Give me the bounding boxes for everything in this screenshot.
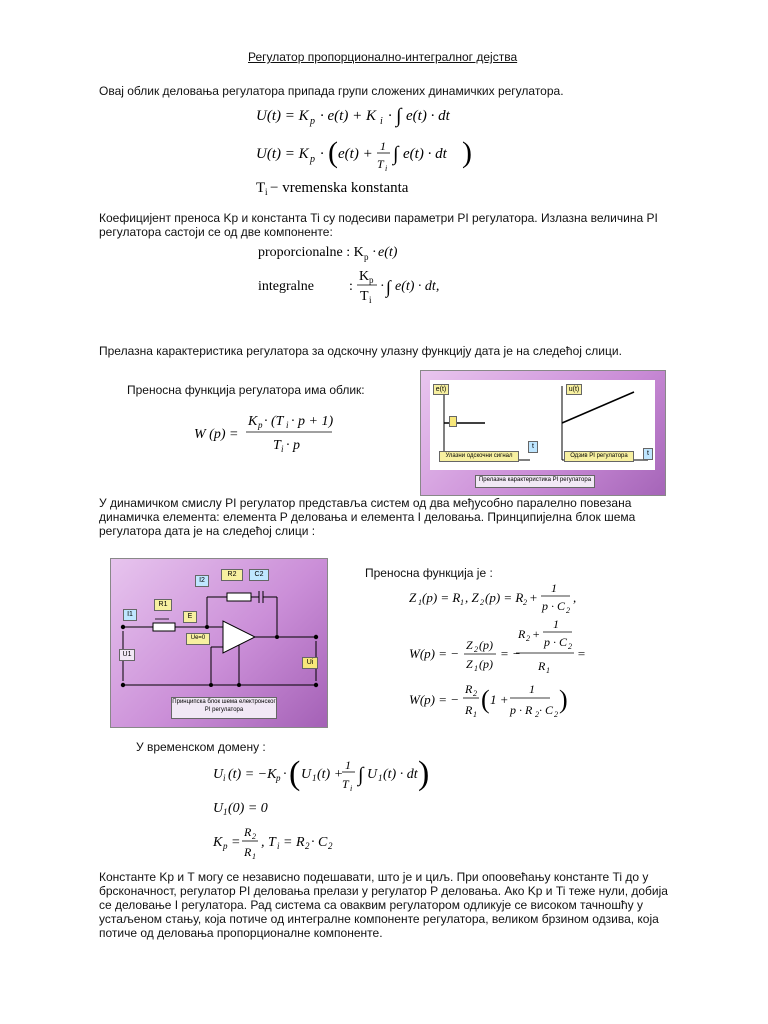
transfer-equation-graphic [190, 408, 340, 456]
svg-text:p: p [310, 116, 315, 127]
svg-text:i: i [265, 187, 268, 197]
svg-text:U: U [301, 767, 312, 782]
circuit-figure [110, 558, 328, 728]
svg-text:=: = [577, 646, 586, 661]
svg-text:1: 1 [553, 617, 559, 631]
dynamic-paragraph-line2: динамичка елемента: елемента P деловања и елемента I деловања. Принципијелна блок шема [99, 510, 636, 524]
svg-text:p: p [310, 154, 315, 165]
intro-paragraph: Овај облик деловања регулатора припада групи сложених динамичких регулатора. [99, 84, 564, 98]
components-graphic [255, 240, 455, 312]
conclusion-line1: Константе Kp и T могу се независно подешавати, што је и циљ. При опоовећању константе Ti до у [99, 870, 649, 884]
svg-text:− vremenska konstanta: − vremenska konstanta [270, 180, 409, 196]
coefficients-paragraph-line1: Коефицијент преноса Kp и константа Ti су подесиви параметри PI регулатора. Излазна величина PI [99, 211, 658, 225]
svg-text:Z: Z [466, 657, 473, 671]
svg-text:2: 2 [523, 598, 527, 607]
svg-text:W(p) = −: W(p) = − [409, 692, 460, 707]
svg-text:T: T [377, 157, 384, 171]
svg-text:p · C: p · C [542, 599, 566, 613]
svg-text:Z: Z [409, 590, 417, 605]
transition-paragraph: Прелазна карактеристика регулатора за одскочну улазну функцију дата је на следећој слици. [99, 344, 622, 358]
svg-text:2: 2 [554, 710, 558, 719]
label-Ui: Ui [302, 657, 318, 669]
label-I1: I1 [123, 609, 137, 621]
svg-text:· C: · C [311, 835, 328, 850]
label-t2: t [643, 448, 653, 460]
svg-text:2: 2 [568, 642, 572, 651]
svg-text:i: i [277, 841, 280, 851]
svg-text:(p): (p) [479, 657, 493, 671]
svg-text:p · R: p · R [510, 703, 533, 717]
svg-text:K: K [213, 835, 223, 850]
time-domain-graphic [210, 750, 430, 862]
svg-text:integralne: integralne [258, 279, 314, 294]
label-t1: t [528, 441, 538, 453]
svg-text:T: T [256, 180, 266, 196]
label-u: u(t) [566, 384, 582, 395]
svg-text:2: 2 [473, 689, 477, 698]
svg-text:∫: ∫ [393, 143, 399, 165]
circuit-caption: Принципска блок шема електронског PI регулатора [171, 697, 277, 719]
svg-text:· (T: · (T [264, 414, 284, 429]
svg-text:· C: · C [539, 703, 554, 717]
svg-text:i: i [380, 116, 383, 127]
svg-text:i: i [369, 295, 372, 305]
svg-text:2: 2 [328, 841, 333, 851]
svg-text:proporcionalne : K: proporcionalne : K [258, 245, 364, 260]
step-amplitude-marker [449, 416, 457, 427]
svg-text:U(t) = K: U(t) = K [256, 146, 309, 162]
svg-text:1: 1 [252, 852, 256, 861]
svg-text:): ) [418, 755, 430, 792]
svg-text:p: p [369, 275, 374, 285]
svg-text:2: 2 [252, 832, 256, 841]
svg-text:2: 2 [480, 598, 484, 607]
svg-text:(p) = R: (p) = R [422, 590, 461, 605]
svg-text:(: ( [328, 136, 338, 169]
svg-text:U: U [213, 767, 224, 782]
label-R1: R1 [154, 599, 172, 611]
svg-text:(: ( [289, 755, 301, 792]
step-response-caption: Прелазна карактеристика PI регулатора [475, 475, 595, 488]
svg-text:(p) = R: (p) = R [485, 590, 524, 605]
label-U1: U1 [119, 649, 135, 661]
svg-text:2: 2 [535, 710, 539, 719]
svg-text:(0) = 0: (0) = 0 [228, 801, 268, 816]
time-domain-label: У временском домену : [136, 740, 266, 754]
conclusion-line5: потиче од деловања пропорционалне компоненте. [99, 926, 383, 940]
svg-text:·: · [380, 279, 385, 294]
svg-text:1: 1 [223, 807, 228, 817]
label-input-signal: Улазни одскочни сигнал [439, 451, 519, 462]
svg-text:R: R [465, 682, 473, 696]
label-e: e(t) [433, 384, 449, 395]
svg-text:i: i [281, 444, 284, 454]
svg-text:2: 2 [305, 841, 310, 851]
svg-text:e(t): e(t) [378, 245, 398, 260]
svg-text:R: R [518, 627, 526, 641]
svg-text:K: K [248, 414, 258, 429]
conclusion-line3: се деловање I регулатора. Рад система са оваквим регулатором одликује се високом тачношћу у [99, 898, 643, 912]
svg-text:e(t) · dt,: e(t) · dt, [395, 279, 440, 294]
svg-text:∫: ∫ [358, 764, 364, 786]
fig2-equations-graphic [402, 580, 592, 720]
svg-text:1: 1 [473, 710, 477, 719]
fig2-transfer-label: Преносна функција је : [365, 566, 493, 580]
svg-text:· p: · p [286, 438, 300, 453]
svg-text:∫: ∫ [386, 277, 391, 297]
pi-equations-graphic [250, 100, 480, 200]
label-I2: I2 [195, 575, 209, 587]
svg-text:2: 2 [474, 645, 478, 654]
conclusion-line4: устаљеном стању, која потиче од интегралне компоненте регулатора, великом брзином одзива, која [99, 912, 659, 926]
svg-text:T: T [360, 289, 369, 304]
svg-text:p: p [258, 420, 263, 430]
svg-text:1: 1 [380, 139, 386, 153]
svg-text:p: p [223, 841, 228, 851]
svg-text:U(t) = K: U(t) = K [256, 108, 309, 124]
svg-text:1: 1 [378, 773, 383, 783]
svg-text:2: 2 [526, 634, 530, 643]
svg-text:(p): (p) [479, 638, 493, 652]
svg-text:T: T [342, 777, 349, 791]
svg-text:, Z: , Z [465, 590, 479, 605]
svg-text:e(t) · dt: e(t) · dt [403, 146, 447, 162]
svg-text:R: R [538, 659, 546, 673]
page-title: Регулатор пропорционално-интегралног дејства [248, 50, 518, 64]
svg-text:1: 1 [418, 598, 422, 607]
svg-text:T: T [273, 438, 281, 453]
svg-text:U: U [213, 801, 224, 816]
svg-text:· p + 1): · p + 1) [291, 414, 334, 429]
svg-text:p · C: p · C [544, 635, 568, 649]
svg-text:(t) +: (t) + [317, 767, 344, 782]
coefficients-paragraph-line2: регулатора састоји се од две компоненте: [99, 225, 333, 239]
svg-text:= R: = R [283, 835, 305, 850]
label-E: E [183, 611, 197, 623]
svg-text:·: · [283, 767, 287, 782]
svg-text:·: · [372, 245, 377, 260]
svg-text::: : [349, 279, 353, 294]
svg-text:, T: , T [261, 835, 276, 850]
svg-text:(t) = −K: (t) = −K [228, 767, 277, 782]
svg-text:p: p [276, 773, 281, 783]
label-C2: C2 [249, 569, 269, 581]
svg-text:1: 1 [460, 598, 464, 607]
svg-text:·: · [320, 146, 324, 162]
svg-text:2: 2 [566, 606, 570, 615]
svg-text:·: · [388, 108, 392, 124]
svg-text:i: i [286, 420, 289, 430]
dynamic-paragraph-line3: регулатора дата је на следећој слици : [99, 524, 316, 538]
svg-text:1: 1 [312, 773, 317, 783]
svg-text:(: ( [481, 685, 490, 714]
transfer-caption: Преносна функција регулатора има облик: [127, 383, 365, 397]
svg-text:(t) · dt: (t) · dt [383, 767, 418, 782]
svg-text:W(p) = −: W(p) = − [409, 646, 460, 661]
svg-text:1: 1 [546, 666, 550, 675]
svg-text:· e(t) + K: · e(t) + K [320, 108, 376, 124]
svg-text:1: 1 [345, 758, 351, 772]
step-response-figure [420, 370, 666, 496]
svg-text:+: + [532, 627, 541, 641]
conclusion-line2: брсконачност, регулатор PI деловања прелази у регулатор P деловања. Ако Kp и Ti теже нули, добија [99, 884, 668, 898]
label-Ue: Ue=0 [186, 633, 210, 645]
svg-text:i: i [350, 784, 353, 793]
svg-text:K: K [359, 269, 370, 284]
svg-text:R: R [244, 845, 252, 859]
svg-text:∫: ∫ [396, 105, 402, 127]
label-output-signal: Одзив PI регулатора [564, 451, 634, 462]
svg-text:p: p [364, 252, 369, 262]
svg-text:+: + [529, 590, 538, 605]
svg-text:): ) [462, 136, 472, 169]
svg-text:1: 1 [474, 664, 478, 673]
svg-text:U: U [367, 767, 378, 782]
svg-text:): ) [559, 685, 568, 714]
svg-text:= −: = − [500, 646, 521, 661]
label-R2: R2 [221, 569, 243, 581]
svg-text:e(t) +: e(t) + [338, 146, 373, 162]
svg-text:W (p) =: W (p) = [194, 427, 239, 442]
svg-text:i: i [385, 164, 388, 173]
dynamic-paragraph-line1: У динамичком смислу PI регулатор представља систем од два међусобно паралелно повезана [99, 496, 632, 510]
svg-text:R: R [465, 703, 473, 717]
svg-text:Z: Z [466, 638, 473, 652]
svg-text:=: = [231, 835, 241, 850]
svg-text:R: R [244, 825, 252, 839]
svg-text:i: i [223, 773, 226, 783]
svg-text:1: 1 [551, 581, 557, 595]
svg-text:e(t) · dt: e(t) · dt [406, 108, 450, 124]
svg-text:,: , [573, 590, 577, 605]
svg-text:1 +: 1 + [490, 692, 509, 707]
svg-text:1: 1 [529, 682, 535, 696]
